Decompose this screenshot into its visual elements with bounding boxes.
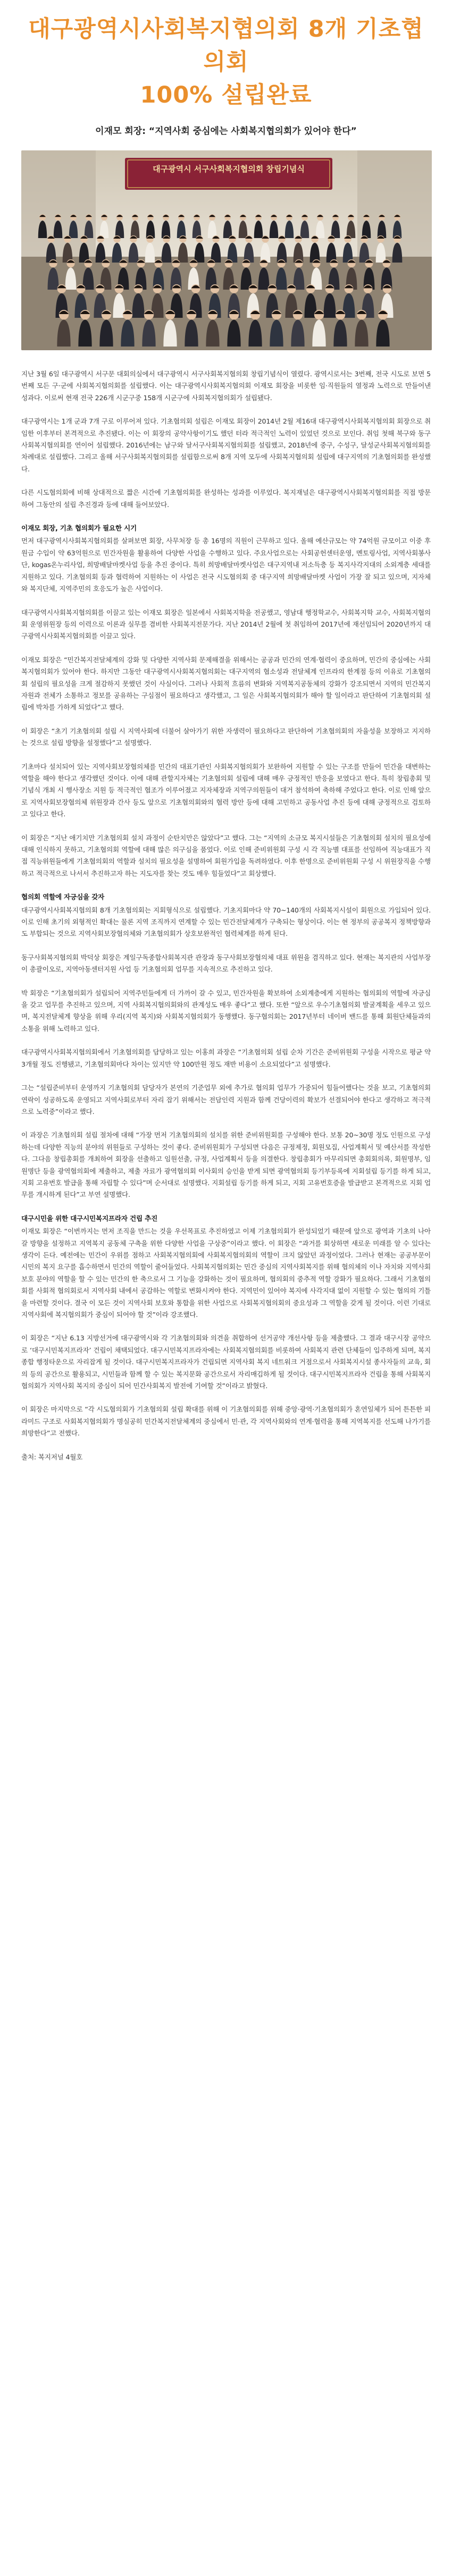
article-title-sub: 100% 설립완료 (140, 82, 312, 108)
section-paragraph: 대구광역시사회복지협의회에서 기초협의회를 담당하고 있는 이홍희 과장은 “기초협의회 설립 순차 기간은 준비위원회 구성을 시작으로 평균 약 3개월 정도 진행됐고, 기초협의회마다 차이는 있지만 약 100만원 정도 재반 비용이 소요되었다”고 설명했다. (21, 1048, 431, 1068)
section-heading: 협의회 역할에 자긍심을 갖자 (21, 893, 105, 901)
photo-banner-text: 대구광역시 서구사회복지협의회 창립기념식 (153, 164, 305, 174)
section-paragraph: 박 회장은 “기초협의회가 설립되어 지역주민들에게 더 가까이 갈 수 있고, 민간자원을 확보하여 소외계층에게 지원하는 협의회의 역할에 자긍심을 갖고 업무를 추진하고 있으며, 지역 사회복지협의회와의 관계성도 매우 좋다”고 했다. 또한 “앞으로 우수기초협의회 발굴계획을 세우고 있으며, 복지전달체계 향상을 위해 우리(지역 복지)와 사회복지협의회가 동행했다. 동구협의회는 2017년부터 네이버 밴드를 통해 회원단체들과의 소통을 위해 노력하고 있다. (21, 989, 431, 1033)
title-block (21, 0, 431, 112)
section-paragraph: 이재모 회장은 “민간복지전달체계의 강화 및 다양한 지역사회 문제해결을 위해서는 공공과 민간의 연계·협력이 중요하며, 민간의 중심에는 사회복지협의회가 있어야 한다. 하지만 그동안 대구광역시사회복지협의회는 대구지역의 협소성과 전달체계 인프라의 한계점 등의 이유로 기초협의회 설립의 필요성을 크게 절감하지 못했던 것이 사실이다. 그러나 사회적 흐름의 변화와 지역복지공동체의 강화가 강조되면서 지역의 민간복지자원과 전체가 소통하고 정보를 공유하는 구심점이 필요하다고 생각했고, 그 일은 사회복지협의회가 해야 할 일이라고 판단하여 기초협의회 설립에 박차를 가하게 되었다”고 했다. (21, 655, 431, 712)
section-heading: 이재모 회장, 기초 협의회가 필요한 시기 (21, 524, 137, 533)
article-source: 출처: 복지저널 4월호 (21, 1452, 83, 1461)
section-paragraph: 이 과장은 기초협의회 설립 절차에 대해 “가장 먼저 기초협의회의 설치를 위한 준비위원회를 구성해야 한다. 보통 20~30명 정도 인원으로 구성하는데 다양한 직능의 분야의 위원들로 구성하는 것이 좋다. 준비위원회가 구성되면 다음은 규정제정, 회원모집, 사업계획서 및 예산서를 작성한다. 그다음 창립총회를 개최하여 회장을 선출하고 임원선출, 규정, 사업계획서 등을 의결한다. 창립총회가 마무리되면 총회회의록, 회원명부, 임원명단 등을 광역협의회에 제출하고, 제출 자료가 광역협의회 이사회의 승인을 받게 되면 광역협의회 등기부등록에 지회설립 등기를 하게 되고, 지회 고유번호 발급을 통해 자립할 수 있다”며 순서대로 설명했다. 지회설립 등기를 하게 되고, 지회 고유번호증을 발급받고 본격적으로 지회 업무를 개시하게 된다”고 부연 설명했다. (21, 1131, 431, 1199)
section-paragraph: 이 회장은 마지막으로 “각 시도협의회가 기초협의회 설립 확대를 위해 이 기초협의회를 위해 중앙·광역·기초협의회가 혼연일체가 되어 튼튼한 피라미드 구조로 사회복지협의회가 명실공히 민간복지전달체계의 중심에서 민·관, 각 지역사회와의 연계·협력을 통해 지역복지를 선도해 나가기를 희망한다”고 전했다. (21, 1405, 431, 1438)
section-paragraph: 먼저 대구광역시사회복지협의회를 살펴보면 회장, 사무처장 등 총 16명의 직원이 근무하고 있다. 올해 예산규모는 약 74억원 규모이고 이중 후원금 수입이 약 63억원으로 민간자원을 활용하여 다양한 사업을 수행하고 있다. 주요사업으로는 사회공헌센터운영, 멘토링사업, 지역사회봉사단, kogas온누리사업, 희망배달마켓사업 등을 추진 중이다. 특히 희망배달마켓사업은 대구지역내 저소득층 등 복지사각지대의 소외계층 세대를 지원하고 있다. 기초협의회 등과 협력하여 지원하는 이 사업은 전국 시도협의회 중 대구지역 희망배달마켓 사업이 가장 잘 되고 있으며, 지자체와 복지단체, 지역주민의 호응도가 높은 사업이다. (21, 537, 431, 593)
intro-paragraph: 다른 시도협의회에 비해 상대적으로 짧은 시간에 기초협의회를 완성하는 성과를 이루었다. 복지재널은 대구광역시사회복지협의회를 직접 방문하여 그동안의 설립 추진경과 등에 대해 들어보았다. (21, 488, 431, 509)
section-paragraph: 그는 “설립준비부터 운영까지 기초협의회 담당자가 본연의 기준업무 외에 추가로 협의회 업무가 가중되어 힘들어했다는 것을 보고, 기초협의회 연락이 성공하도록 운영되고 지역사회로부터 자리 잡기 위해서는 전담인력 지원과 함께 건당이력의 확보가 선결되어야 한다고 생각하고 적극적으로 노력중”이라고 했다. (21, 1084, 431, 1116)
article-title: 대구광역시사회복지협의회 8개 기초협의회 (28, 16, 424, 75)
group-photo-illustration (21, 150, 432, 350)
section-paragraph: 이 회장은 “지난 애기치만 기초협의회 설치 과정이 순탄치만은 않았다”고 했다. 그는 “지역의 소규모 복지시설들은 기초협의회 설치의 필요성에 대해 인식하지 못하고, 기초협의회 역할에 대해 많은 의구심을 품었다. 이로 인해 준비위원회 구성 시 각 직능별 대표를 선임하여 직능대표가 직접 직능위원들에게 기초협의회의 역할과 설치의 필요성을 설명하여 회원가입을 독려하였다. 이후 한명으로 준비위원회 구성 시 위원장직을 수행하고 적극적으로 나서서 추진하고자 하는 지도자를 찾는 것도 매우 힘들었다”고 회상했다. (21, 833, 431, 877)
group-photo (21, 150, 432, 350)
section-paragraph: 이 회장은 “지난 6.13 지방선거에 대구광역시와 각 기초협의회와 의견을 취합하여 선거공약 개선사항 등을 제출했다. 그 결과 대구시장 공약으로 ‘대구시민복지프라자’ 건립이 채택되었다. 대구시민복지프라자에는 사회복지협의회를 비롯하여 사회복지 관련 단체들이 입주하게 되며, 복지 종합 행정타운으로 자리잡게 될 것이다. 대구시민복지프라자가 건립되면 지역사회 복지 네트워크 거점으로서 사회복지시설 종사자들의 교육, 회의 등의 공간으로 활용되고, 시민들과 함께 할 수 있는 복지문화 공간으로서 자리매김하게 될 것이다. 대구시민복지프라자 건립을 통해 사회복지협의회가 지역사회 복지의 중심이 되어 민간사회복지 발전에 기여할 것”이라고 밝혔다. (21, 1334, 431, 1390)
section-paragraph: 대구광역시사회복지협의회를 이끌고 있는 이재모 회장은 일본에서 사회복지학을 전공했고, 영남대 행정학교수, 사회복지학 교수, 사회복지협의회 운영위원장 등의 이력으로 이론과 실무를 겸비한 사회복지전문가다. 지난 2014년 2월에 첫 취임하여 2017년에 재선임되어 2020년까지 대구광역시사회복지협의회를 이끌고 있다. (21, 608, 431, 640)
article-body (21, 368, 431, 1463)
section-paragraph: 이 회장은 “초기 기초협의회 설립 시 지역사회에 더불어 살아가기 위한 자생력이 필요하다고 판단하여 기초협의회의 자율성을 보장하고 지지하는 것으로 설립 방향을 설정했다”고 설명했다. (21, 727, 431, 747)
section-paragraph: 대구광역시사회복지협의회 8개 기초협의회는 지회형식으로 설립했다. 기초지회마다 약 70~140개의 사회복지시설이 회원으로 가입되어 있다. 이로 인해 초기의 외형적인 확대는 물론 지역 조직까지 연계할 수 있는 민간전달체계가 구축되는 형상이다. 이는 현 정부의 공공복지 정책방향과도 부합되는 것으로 지역사회보장협의체와 기초협의회가 상호보완적인 협력체계를 하게 된다. (21, 906, 431, 938)
intro-paragraph: 지난 3월 6일 대구광역시 서구문 대회의실에서 대구광역시 서구사회복지협의회 창립기념식이 열렸다. 광역시로서는 3번째, 전국 시도로 보면 5번째 모든 구·군에 사회복지협의회를 설립했다. 이는 대구광역시사회복지협의회 이재모 회장을 비롯한 임·직원들의 열정과 노력으로 만들어낸 성과다. 이로써 현재 전국 226개 시군구중 158개 시군구에 사회복지협의회가 설립됐다. (21, 370, 431, 402)
section-paragraph: 이재모 회장은 “이번까지는 먼저 조직을 만드는 것을 우선목표로 추진하였고 이제 기초협의회가 완성되었기 때문에 앞으로 광역과 기초의 나아갈 방향을 설정하고 지역복지 공동체 구축을 위한 다양한 사업을 구상중”이라고 했다. 이 회장은 “과거를 회상하면 새로운 미래를 알 수 있다는 생각이 든다. 예전에는 민간이 우위를 점하고 사회복지협의회에 사회복지협의회의 역할이 크지 않았던 과정이었다. 그러나 현재는 공공부문이 시민의 복지 요구를 흡수하면서 민간의 역할이 줄어들었다. 사회복지협의회는 민간 중심의 지역사회복지를 위해 협의체의 이나 자치와 지역사회보호 분야의 역할을 할 수 있는 민간의 한 축으로서 그 기능을 강화하는 것이 필요하며, 협의회의 중추적 역할 강화가 필요하다. 그래서 기초협의회를 사회적 협의회로서 지역사회 내에서 공감하는 역할로 변화시켜야 한다. 지역민이 있어야 복지에 사각지대 없이 지원할 수 있는 협의의 기틀을 마련할 것이다. 결국 이 모든 것이 지역사회 보호와 통합을 위한 사업으로 사회복지협의회의 중요성과 그 역할을 갖게 될 것이다. 이런 기대로 지역사회에 복지협의회가 중심이 되어야 할 것”이라 강조했다. (21, 1227, 431, 1319)
intro-paragraph: 대구광역시는 1개 군과 7개 구로 이루어져 있다. 기초협의회 설립은 이재모 회장이 2014년 2월 제16대 대구광역시사회복지협의회 회장으로 취임한 이후부터 본격적으로 추진됐다. 이는 이 회장의 공약사항이기도 했던 터라 적극적인 노력이 있었던 것으로 보인다. 취임 첫해 북구와 동구사회복지협의회를 연이어 설립했다. 2016년에는 남구와 달서구사회복지협의회를 설립했고, 2018년에 중구, 수성구, 달성군사회복지협의회를 차례대로 설립했다. 그리고 올해 서구사회복지협의회를 설립함으로써 8개 지역 모두에 사회복지협의회 설립에 대구지역의 기초협의회를 완성했다. (21, 417, 431, 473)
section-heading: 대구시민을 위한 대구시민복지프라자 건립 추진 (21, 1214, 158, 1222)
section-paragraph: 동구사회복지협의회 박덕상 회장은 계일구독종합사회복지관 관장과 동구사회보장협의체 대표 위원을 겸직하고 있다. 현재는 복지관의 사업부장이 총괄이오로, 지역아동센터지원 사업 등 기초협의회 업무를 지속적으로 추진하고 있다. (21, 953, 431, 974)
section-paragraph: 기초마다 설치되어 있는 지역사회보장협의체를 민간의 대표기관인 사회복지협의회가 보완하여 지원할 수 있는 구조를 만들어 민간을 대변하는 역할을 해야 한다고 생각했던 것이다. 이에 대해 관할지자체는 기초협의회 설립에 대해 매우 긍정적인 반응을 보였다고 한다. 특히 창립총회 및 기념식 개최 시 행사장소 지원 등 적극적인 협조가 이루어졌고 지자체장과 지역구의원들이 대거 참석하여 축하해 주었다고 한다. 이로 인해 앞으로 지역사회보장협의체 위원장과 간사 등도 앞으로 기초협의회와의 협력 방안 등에 대해 고민하고 공동사업 추진 등에 대해 긍정적으로 검토하고 있다고 한다. (21, 762, 431, 818)
article-subtitle: 이재모 회장: “지역사회 중심에는 사회복지협의회가 있어야 한다” (95, 126, 357, 137)
